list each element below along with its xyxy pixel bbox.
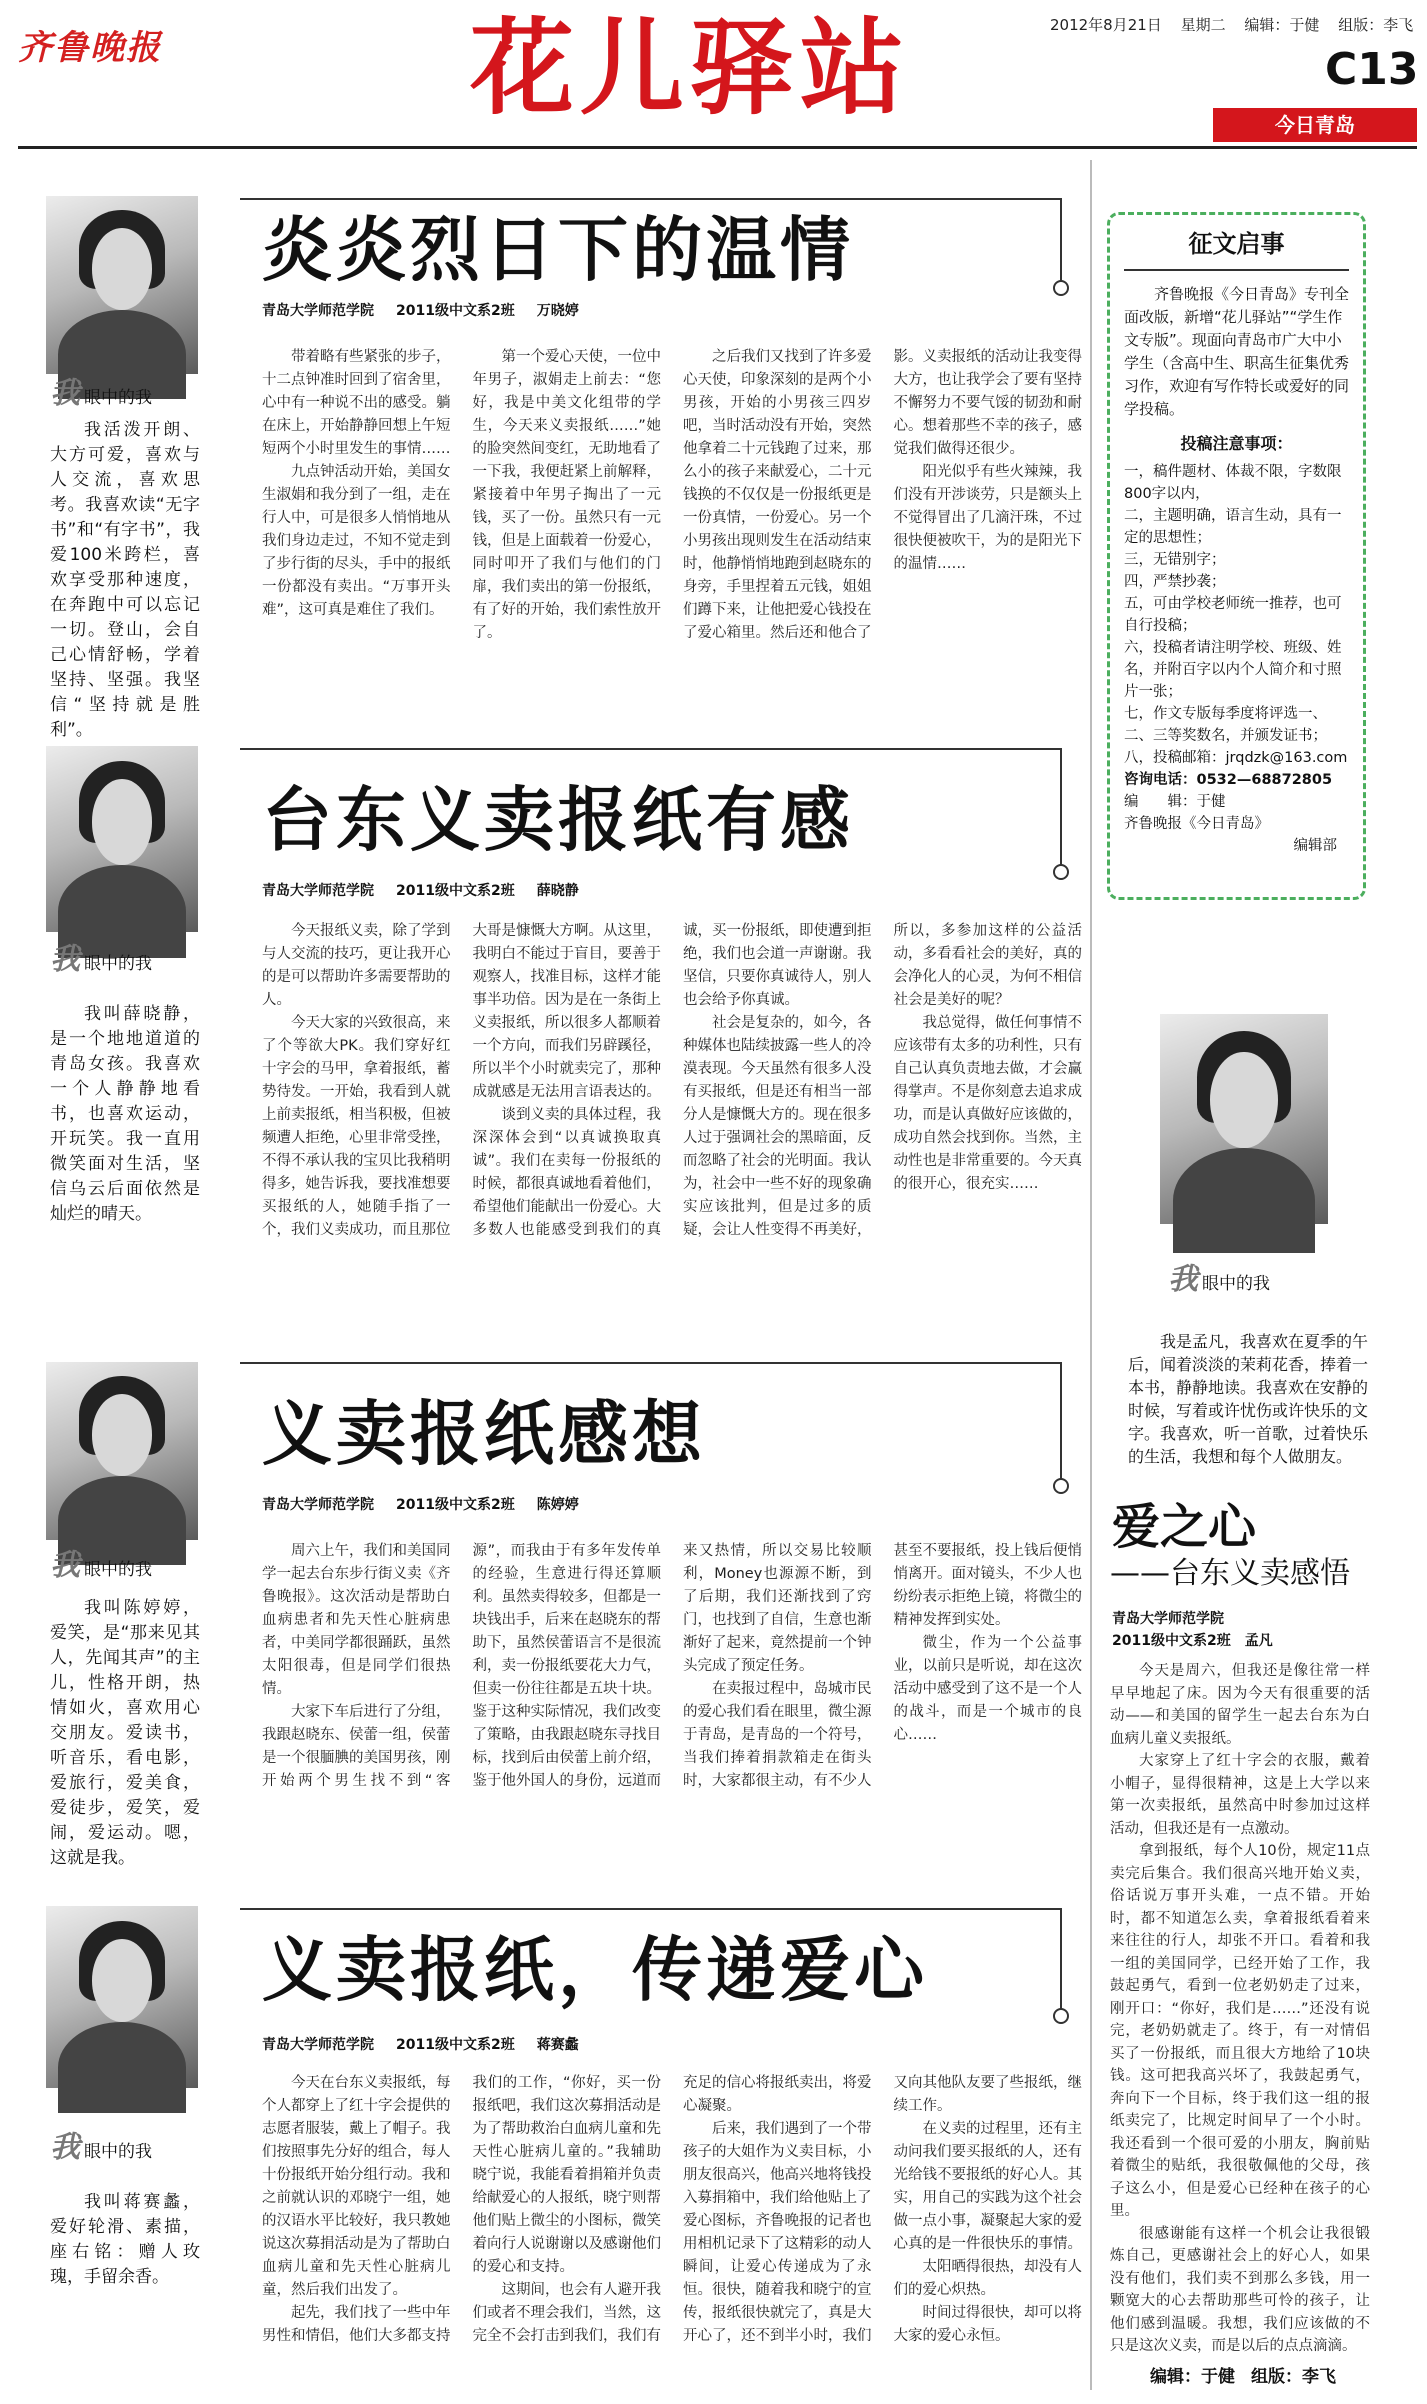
issue-layout: 组版：李飞 [1338,16,1414,34]
author-bio [50,2190,200,2310]
call-editor: 编 辑：于健 [1124,794,1226,810]
byline-class: 2011级中文系2班 [396,2037,515,2053]
article-title: 炎炎烈日下的温情 [262,209,854,291]
article-body [1110,1660,1370,2354]
author-photo [46,196,198,374]
author-bio-text: 我活泼开朗、大方可爱，喜欢与人交流，喜欢思考。我喜欢读“无字书”和“有字书”，我爱100米跨栏，喜欢享受那种速度，在奔跑中可以忘记一切。登山，会自己心情舒畅，学着坚持、坚强。我坚信“坚持就是胜利”。 [50,420,200,740]
article-byline [262,1494,601,1514]
author-bio-text: 我是孟凡，我喜欢在夏季的午后，闻着淡淡的茉莉花香，捧着一本书，静静地读。我喜欢在安静的时候，写着或许忧伤或许快乐的文字。我喜欢，听一首歌，过着快乐的生活，我想和每个人做朋友。 [1128,1332,1369,1466]
article-body [262,346,1082,682]
eye-label-text: 眼中的我 [84,388,152,408]
eye-label-text: 眼中的我 [84,1560,152,1580]
frame-dot-icon [1053,864,1069,880]
article-byline [262,2034,601,2054]
author-bio [50,1002,200,1224]
eye-mark: 我 [50,942,80,977]
call-dept: 编辑部 [1293,838,1337,854]
note-item: 二，主题明确，语言生动，具有一定的思想性； [1124,508,1342,546]
eye-mark: 我 [1168,1262,1198,1297]
title-frame-line [1060,198,1062,282]
call-title-rule [1124,269,1349,271]
author-bio [1128,1330,1369,1466]
byline-class: 2011级中文系2班 [1112,1633,1231,1649]
byline-author: 陈婷婷 [536,1497,579,1513]
call-lead: 齐鲁晚报《今日青岛》专刊全面改版，新增“花儿驿站”“学生作文专版”。现面向青岛市广大中小学生（含高中生、职高生征集优秀习作，欢迎有写作特长或爱好的同学投稿。 [1124,285,1350,418]
note-item: 三，无错别字； [1124,552,1226,568]
byline-author: 蒋赛蠡 [536,2037,579,2053]
eye-label [50,1540,152,1584]
article-title: 义卖报纸，传递爱心 [262,1929,928,2011]
eye-label [50,2122,152,2166]
paragraph: 太阳晒得很热，却没有人们的爱心炽热。 [893,2259,1082,2298]
paragraph: 社会是复杂的，如今，各种媒体也陆续披露一些人的冷漠表现。今天虽然有很多人没有买报纸，但是还有相当一部分人是慷慨大方的。现在很多人过于强调社会的黑暗面，反而忽略了社会的光明面。我认为，社会中一些不好的现象确实应该批判，但是过多的质疑，会让人性变得不再美好，所以，多参加这样的公益活动，多看看社会的美好，真的会净化人的心灵，为何不相信社会是美好的呢？ [683,923,1082,1238]
issue-weekday: 星期二 [1180,16,1226,34]
title-frame-line [240,198,1060,200]
issue-editor: 编辑：于健 [1244,16,1320,34]
byline-author: 孟凡 [1244,1633,1273,1649]
frame-dot-icon [1053,2008,1069,2024]
author-bio-text: 我叫陈婷婷，爱笑，是“那来见其人，先闻其声”的主儿，性格开朗，热情如火，喜欢用心交朋友。爱读书，听音乐，看电影，爱旅行，爱美食，爱徒步，爱笑，爱闹，爱运动。嗯，这就是我。 [50,1598,200,1868]
title-frame-line [240,1908,1060,1910]
author-bio [50,1596,200,1868]
note-item: 五，可由学校老师统一推荐，也可自行投稿； [1124,596,1342,634]
byline-school: 青岛大学师范学院 [262,1497,374,1513]
paragraph: 今天是周六，但我还是像往常一样早早地起了床。因为今天有很重要的活动——和美国的留学生一起去台东为白血病儿童义卖报纸。 [1110,1663,1370,1747]
article-title: 台东义卖报纸有感 [262,779,854,861]
author-photo [46,1906,198,2088]
eye-label [50,368,152,412]
paragraph: 起先，我们找了一些中年男性和情侣，他们大多都支持我们的工作，“你好，买一份报纸吧，我们这次募捐活动是为了帮助救治白血病儿童和先天性心脏病儿童的。”我辅助晓宁说，我能看着捐箱并负责给献爱心的人报纸，晓宁则帮他们贴上微尘的小图标，微笑着向行人说谢谢以及感谢他们的爱心和支持。 [262,2075,661,2344]
paragraph: 今天在台东义卖报纸，每个人都穿上了红十字会提供的志愿者服装，戴上了帽子。我们按照事先分好的组合，每人十份报纸开始分组行动。我和之前就认识的邓晓宁一组，她的汉语水平比较好，我只教她说这次募捐活动是为了帮助白血病儿童和先天性心脏病儿童，然后我们出发了。 [262,2075,451,2298]
note-item: 六，投稿者请注明学校、班级、姓名，并附百字以内个人简介和寸照片一张； [1124,640,1342,700]
eye-mark: 我 [50,1548,80,1583]
byline-class: 2011级中文系2班 [396,883,515,899]
article-body [262,1540,1082,1830]
paragraph: 阳光似乎有些火辣辣，我们没有开涉谈劳，只是额头上不觉得冒出了几滴汗珠，不过很快便被吹干，为的是阳光下的温情…… [893,464,1082,572]
masthead-rule [18,146,1417,149]
paragraph: 拿到报纸，每个人10份，规定11点卖完后集合。我们很高兴地开始义卖，俗话说万事开头难，一点不错。开始时，都不知道怎么卖，拿着报纸看着来来往往的行人，却张不开口。看着和我一组的美国同学，已经开始了工作，我鼓起勇气，看到一位老奶奶走了过来，刚开口：“你好，我们是……”还没有说完，老奶奶就走了。终于，有一对情侣买了一份报纸，而且很大方地给了10块钱。这可把我高兴坏了，我鼓起勇气，奔向下一个目标，终于我们这一组的报纸卖完了，比规定时间早了一个小时。我还看到一个很可爱的小朋友，胸前贴着微尘的贴纸，我很敬佩他的父母，孩子这么小，但是爱心已经种在孩子的心里。 [1110,1843,1370,2219]
call-dept: 齐鲁晚报《今日青岛》 [1124,816,1269,832]
note-item: 一，稿件题材、体裁不限，字数限800字以内， [1124,464,1342,502]
byline-school: 青岛大学师范学院 [1112,1611,1224,1627]
byline-school: 青岛大学师范学院 [262,303,374,319]
paragraph: 今天大家的兴致很高，来了个等欲大PK。我们穿好红十字会的马甲，拿着报纸，蓄势待发。一开始，我看到人就上前卖报纸，相当积极，但被频遭人拒绝，心里非常受挫，不得不承认我的宝贝比我稍明得多，她告诉我，要找准想要买报纸的人，她随手指了一个，我们义卖成功，而且那位大哥是慷慨大方啊。从这里，我明白不能过于盲目，要善于观察人，找准目标，这样才能事半功倍。因为是在一条街上义卖报纸，所以很多人都顺着一个方向，而我们另辟蹊径，所以半个小时就卖完了，那种成就感是无法用言语表达的。 [262,923,661,1238]
call-title: 征文启事 [1188,230,1285,258]
footer-credits [1150,2362,1352,2387]
paragraph: 后来，我们遇到了一个带孩子的大姐作为义卖目标，小朋友很高兴，他高兴地将钱投入募捐箱中，我们给他贴上了爱心图标，齐鲁晚报的记者也用相机记录下了这精彩的动人瞬间，让爱心传递成为了永恒。很快，随着我和晓宁的宣传，报纸很快就完了，真是大开心了，还不到半小时，我们又向其他队友要了些报纸，继续工作。 [683,2075,1082,2344]
article-byline [262,880,601,900]
paragraph: 在义卖的过程里，还有主动问我们要买报纸的人，还有光给钱不要报纸的好心人。其实，用自己的实践为这个社会做一点小事，凝聚起大家的爱心真的是一件很快乐的事情。 [893,2121,1082,2252]
eye-label-text: 眼中的我 [84,2142,152,2162]
eye-label [1168,1254,1270,1298]
newspaper-name: 齐鲁晚报 [18,28,162,68]
paragraph: 第一个爱心天使，一位中年男子，淑娟走上前去：“您好，我是中美文化组带的学生，今天来义卖报纸……”她的脸突然间变红，无助地看了一下我，我便赶紧上前解释，紧接着中年男子掏出了一元钱，买了一份。虽然只有一元钱，但是上面载着一份爱心，同时叩开了我们与他们的门扉，我们卖出的第一份报纸，有了好的开始，我们索性放开了。 [472,349,661,641]
call-for-papers-box [1107,212,1366,900]
issue-date: 2012年8月21日 [1050,16,1162,34]
article-byline [1112,1608,1273,1652]
paragraph: 带着略有些紧张的步子，十二点钟准时回到了宿舍里，心中有一种说不出的感受。躺在床上，开始静静回想上午短短两个小时里发生的事情…… [262,349,451,457]
byline-school: 青岛大学师范学院 [262,2037,374,2053]
author-photo [1160,1014,1328,1224]
paragraph: 今天报纸义卖，除了学到与人交流的技巧，更让我开心的是可以帮助许多需要帮助的人。 [262,923,451,1008]
paragraph: 九点钟活动开始，美国女生淑娟和我分到了一组，走在行人中，可是很多人悄悄地从我们身边走过，不知不觉走到了步行街的尽头，手中的报纸一份都没有卖出。“万事开头难”，这可真是难住了我们。 [262,464,451,618]
paragraph: 时间过得很快，却可以将大家的爱心永恒。 [893,2305,1082,2344]
article-body [262,2072,1082,2394]
title-frame-line [1060,748,1062,866]
article-title: 爱之心 [1112,1499,1257,1555]
footer-layout: 组版：李飞 [1251,2367,1336,2387]
byline-class: 2011级中文系2班 [396,1497,515,1513]
article-body [262,920,1082,1270]
author-photo [46,746,198,932]
paragraph: 微尘，作为一个公益事业，以前只是听说，却在这次活动中感受到了这不是一个人的战斗，而是一个城市的良心…… [893,1635,1082,1743]
eye-label [50,934,152,978]
issue-meta [1050,14,1427,35]
note-item: 四，严禁抄袭； [1124,574,1226,590]
author-bio-text: 我叫蒋赛蠡，爱好轮滑、素描，座右铭：赠人玫瑰，手留余香。 [50,2192,200,2287]
paragraph: 谈到义卖的具体过程，我深深体会到“以真诚换取真诚”。我们在卖每一份报纸的时候，都很真诚地看着他们，希望他们能献出一份爱心。大多数人也能感受到我们的真诚，买一份报纸，即使遭到拒绝，我们也会道一声谢谢。我坚信，只要你真诚待人，别人也会给予你真诚。 [472,923,872,1238]
paragraph: 很感谢能有这样一个机会让我很锻炼自己，更感谢社会上的好心人，如果没有他们，我们卖不到那么多钱，用一颗宽大的心去帮助那些可怜的孩子，让他们感到温暖。我想，我们应该做的不只是这次义卖，而是以后的点点滴滴。 [1110,2225,1370,2354]
article-byline [262,300,601,320]
frame-dot-icon [1053,280,1069,296]
article-title: 义卖报纸感想 [262,1393,706,1475]
frame-dot-icon [1053,1478,1069,1494]
call-phone: 咨询电话：0532—68872805 [1124,772,1333,788]
paragraph: 大家穿上了红十字会的衣服，戴着小帽子，显得很精神，这是上大学以来第一次卖报纸，虽然高中时参加过这样活动，但我还是有一点激动。 [1110,1753,1370,1837]
byline-author: 薛晓静 [536,883,579,899]
paragraph: 这期间，也会有人避开我们或者不理会我们，当然，这完全不会打击到我们，我们有充足的信心将报纸卖出，将爱心凝聚。 [472,2075,872,2344]
footer-editor: 编辑：于健 [1150,2367,1235,2387]
author-bio [50,418,200,740]
notes-title: 投稿注意事项： [1180,434,1293,453]
byline-author: 万晓婷 [536,303,579,319]
page-number: C13 [1325,44,1419,95]
paragraph: 在卖报过程中，岛城市民的爱心我们看在眼里，微尘源于青岛，是青岛的一个符号，当我们捧着捐款箱走在街头时，大家都很主动，有不少人甚至不要报纸，投上钱后便悄悄离开。面对镜头，不少人也纷纷表示拒绝上镜，将微尘的精神发挥到实处。 [683,1543,1082,1789]
paragraph: 大家下车后进行了分组，我跟赵晓东、侯蕾一组，侯蕾是一个很腼腆的美国男孩，刚开始两个男生找不到“客源”，而我由于有多年发传单的经验，生意进行得还算顺利。虽然卖得较多，但都是一块钱出手，后来在赵晓东的帮助下，虽然侯蕾语言不是很流利，卖一份报纸要花大力气，但卖一份往往都是五块十块。鉴于这种实际情况，我们改变了策略，由我跟赵晓东寻找目标，找到后由侯蕾上前介绍，鉴于他外国人的身份，远道而来又热情，所以交易比较顺利，Money也源源不断，到了后期，我们还渐找到了窍门，也找到了自信，生意也渐渐好了起来，竟然提前一个钟头完成了预定任务。 [262,1543,872,1789]
column-title: 花儿驿站 [470,7,911,129]
section-name: 今日青岛 [1275,113,1355,137]
paragraph: 之后我们又找到了许多爱心天使，印象深刻的是两个小男孩，开始的小男孩三四岁吧，当时活动没有开始，突然他拿着二十元钱跑了过来，那么小的孩子来献爱心，二十元钱换的不仅仅是一份报纸更是一份真情，一份爱心。另一个小男孩出现则发生在活动结束时，他静悄悄地跑到赵晓东的身旁，手里捏着五元钱，姐姐们蹲下来，让他把爱心钱投在了爱心箱里。然后还和他合了影。义卖报纸的活动让我变得大方，也让我学会了要有坚持不懈努力不要气馁的韧劲和耐心。想着那些不幸的孩子，感觉我们做得还很少。 [683,349,1082,641]
byline-class: 2011级中文系2班 [396,303,515,319]
author-bio-text: 我叫薛晓静，是一个地地道道的青岛女孩。我喜欢一个人静静地看书，也喜欢运动，开玩笑。我一直用微笑面对生活，坚信乌云后面依然是灿烂的晴天。 [50,1004,200,1224]
note-item: 七，作文专版每季度将评选一、二、三等奖数名，并颁发证书； [1124,706,1327,744]
eye-label-text: 眼中的我 [1202,1274,1270,1294]
eye-label-text: 眼中的我 [84,954,152,974]
title-frame-line [240,1362,1060,1364]
article-subtitle: ——台东义卖感悟 [1110,1556,1350,1591]
title-frame-line [240,748,1060,750]
sidebar-divider [1090,160,1092,2390]
eye-mark: 我 [50,2130,80,2165]
author-photo [46,1362,198,1540]
title-frame-line [1060,1908,1062,2010]
note-item: 八，投稿邮箱：jrqdzk@163.com [1124,750,1348,766]
paragraph: 周六上午，我们和美国同学一起去台东步行街义卖《齐鲁晚报》。这次活动是帮助白血病患者和先天性心脏病患者，中美同学都很踊跃，虽然太阳很毒，但是同学们很热情。 [262,1543,451,1697]
eye-mark: 我 [50,376,80,411]
title-frame-line [1060,1362,1062,1480]
paragraph: 我总觉得，做任何事情不应该带有太多的功利性，只有自己认真负责地去做，才会赢得掌声。不是你刻意去追求成功，而是认真做好应该做的，成功自然会找到你。当然，主动性也是非常重要的。今天真的很开心，很充实…… [893,1015,1082,1192]
byline-school: 青岛大学师范学院 [262,883,374,899]
